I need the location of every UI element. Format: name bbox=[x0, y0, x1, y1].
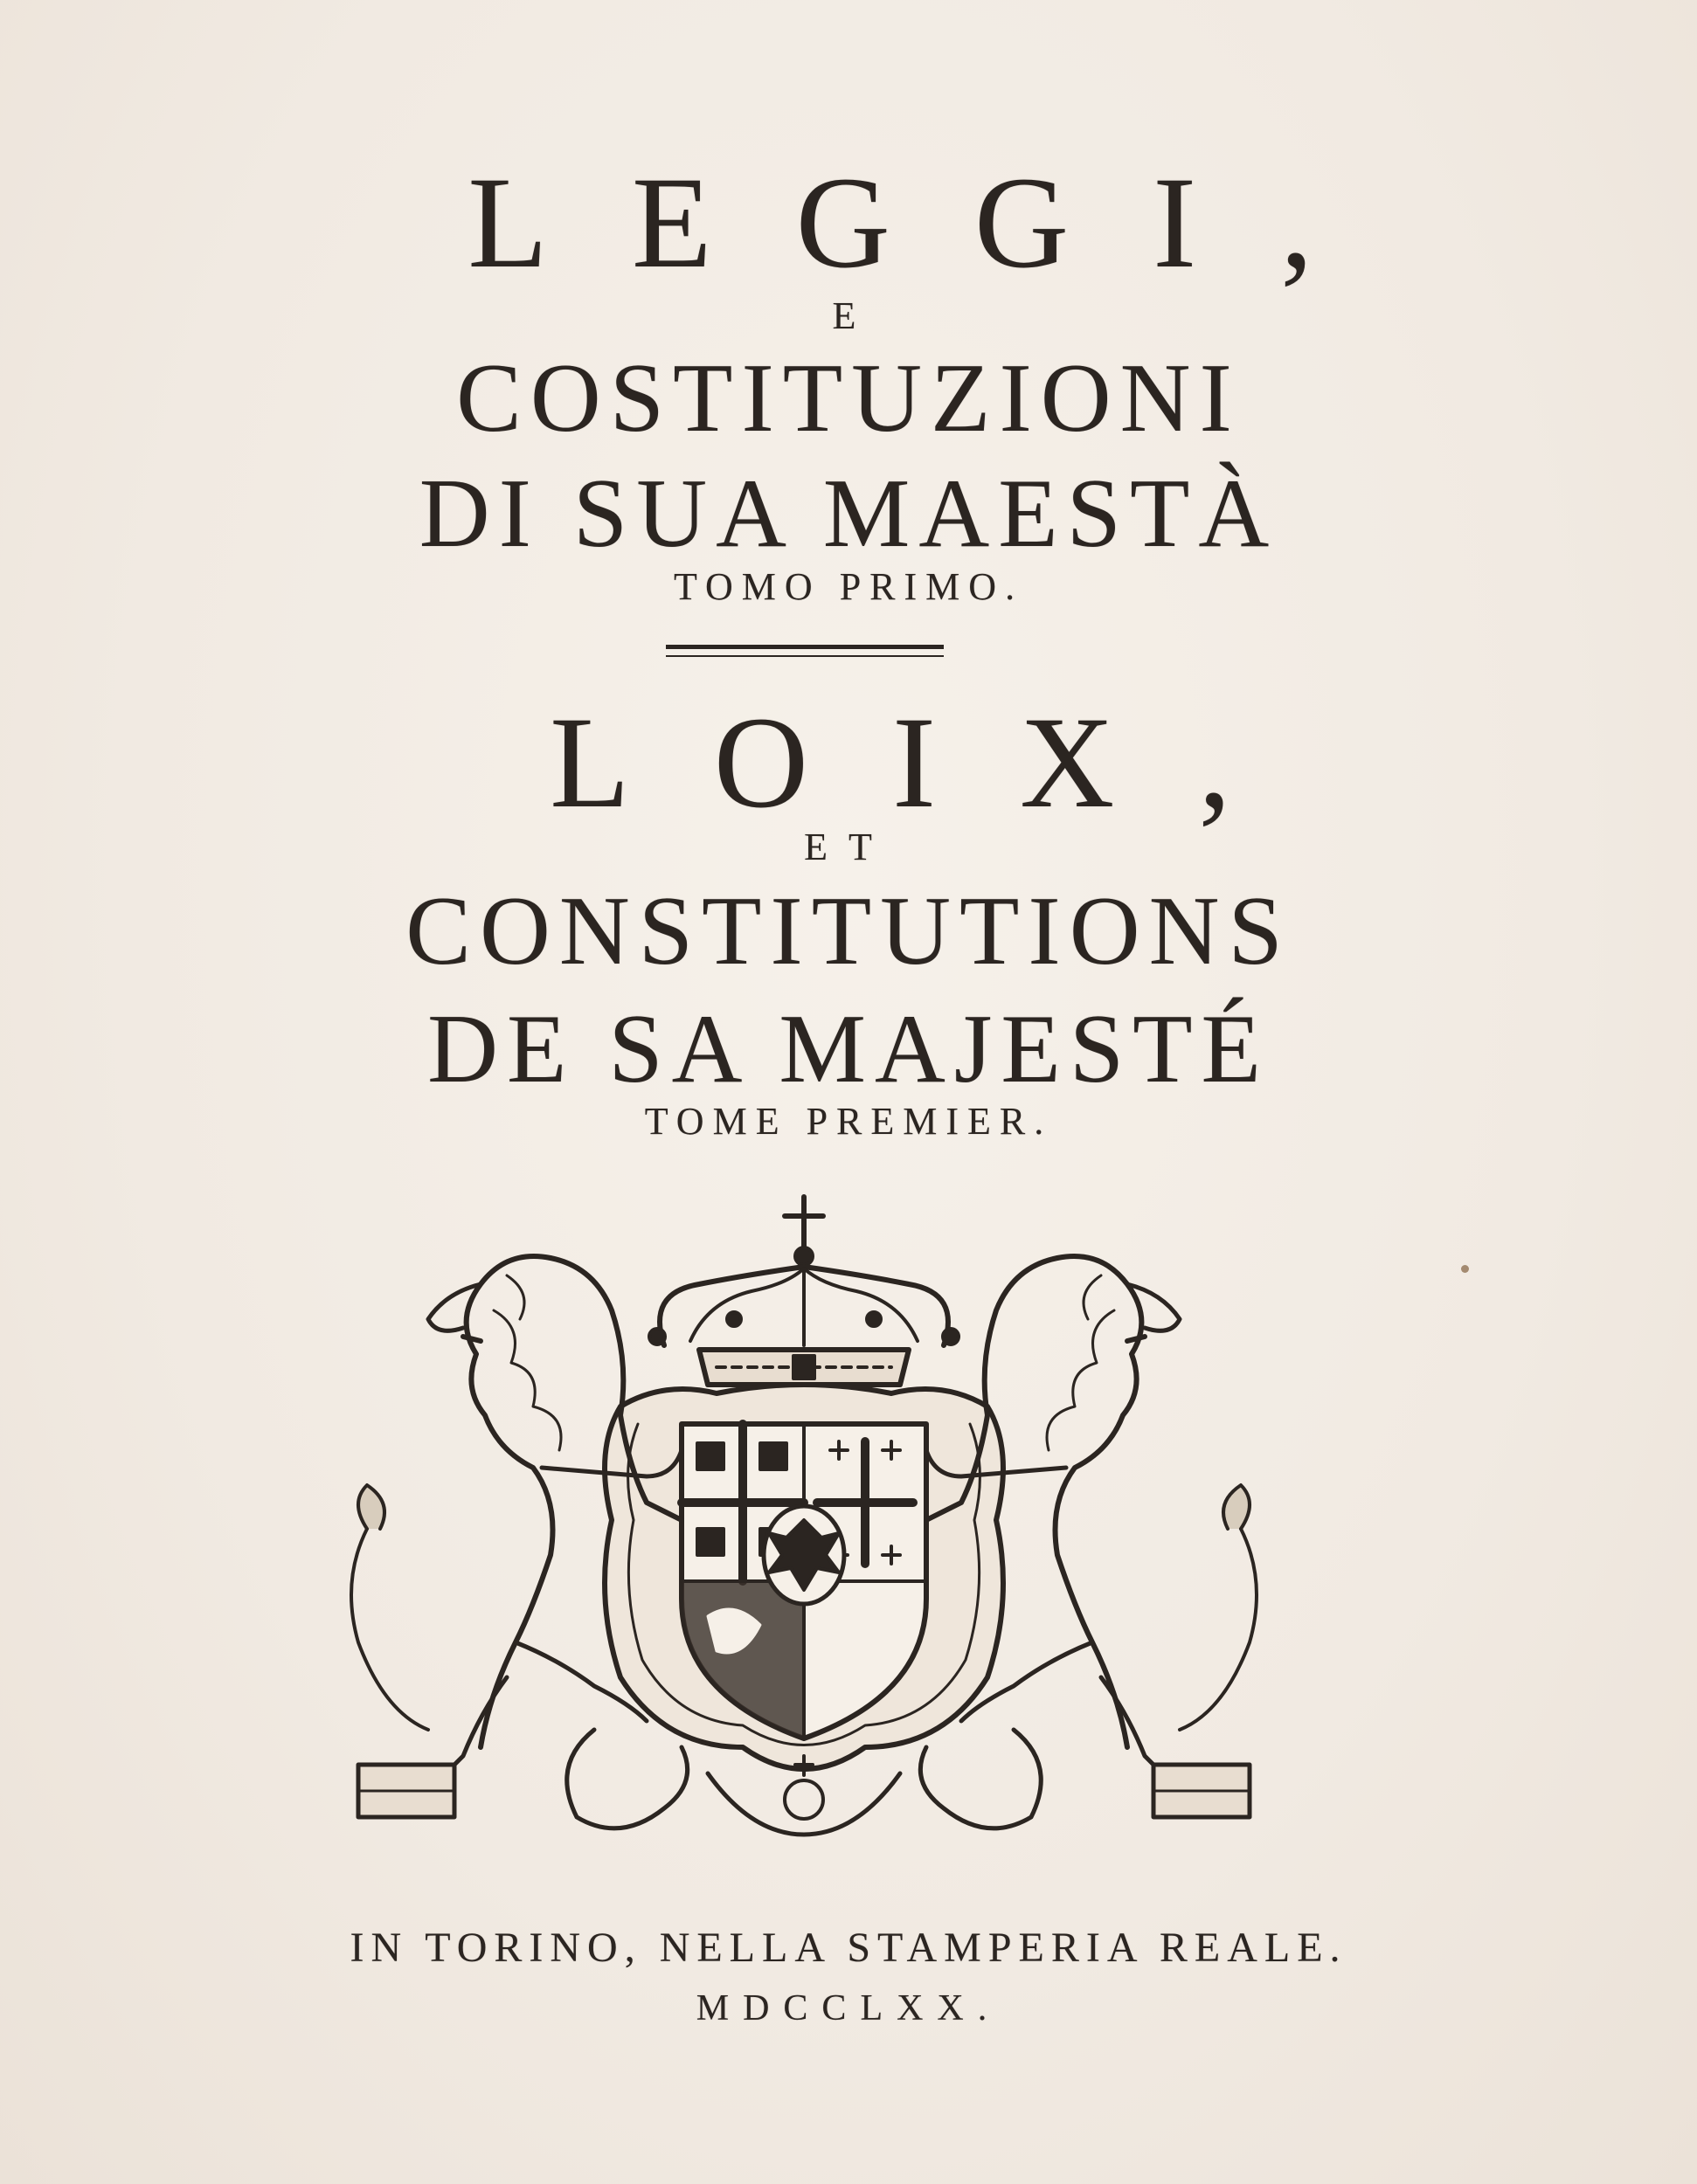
divider-rule-thin bbox=[666, 655, 944, 657]
divider-rule bbox=[666, 645, 944, 649]
crown-icon bbox=[649, 1267, 959, 1385]
italian-volume: TOMO PRIMO. bbox=[673, 565, 1024, 608]
italian-title-line-1: COSTITUZIONI bbox=[456, 344, 1241, 453]
french-title-line-2: DE SA MAJESTÉ bbox=[427, 995, 1270, 1103]
french-title-line-1: CONSTITUTIONS bbox=[405, 877, 1292, 985]
italian-conjunction: E bbox=[832, 294, 865, 337]
french-title: LOIX, bbox=[550, 690, 1315, 835]
imprint-place-printer: IN TORINO, NELLA STAMPERIA REALE. bbox=[350, 1925, 1347, 1971]
italian-title: LEGGI, bbox=[468, 150, 1397, 295]
italian-title-line-2: DI SUA MAESTÀ bbox=[419, 460, 1278, 568]
shield-icon bbox=[682, 1424, 926, 1738]
foxing-spot bbox=[1461, 1265, 1469, 1273]
crown-cross-icon bbox=[785, 1197, 823, 1265]
imprint-year: MDCCLXX. bbox=[696, 1988, 1001, 2028]
royal-coat-of-arms-icon bbox=[332, 1188, 1276, 1861]
french-volume: TOME PREMIER. bbox=[644, 1100, 1053, 1143]
french-conjunction: ET bbox=[804, 826, 893, 868]
